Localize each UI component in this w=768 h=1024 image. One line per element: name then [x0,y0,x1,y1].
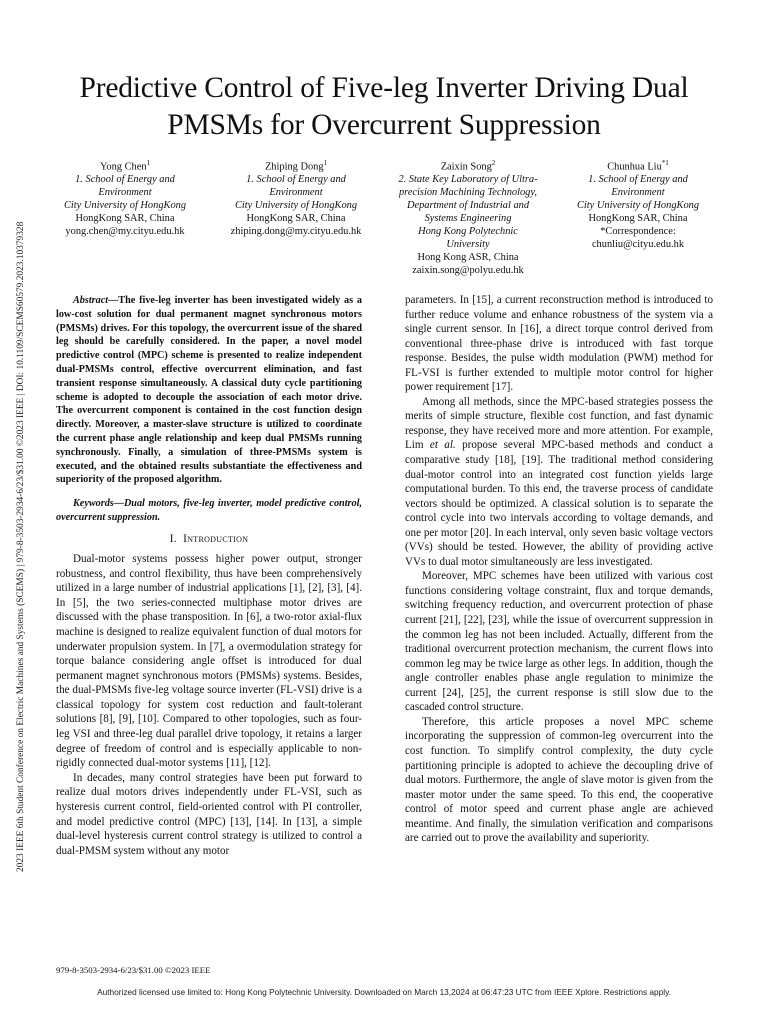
author-email: yong.chen@my.cityu.edu.hk [65,226,185,237]
right-column [405,293,713,846]
author-block [40,157,740,282]
title-line-1: Predictive Control of Five-leg Inverter Driving Dual [79,72,689,104]
keywords [56,497,362,524]
section-number: I. [169,533,177,546]
author-name: Chunhua Liu$^{*1}$ [607,159,669,173]
author-affiliation: Environment [269,187,323,199]
body-paragraph: Among all methods, since the MPC-based strategies possess the merits of simple structure, flexible cost function, and fast dynamic response, they have received more and more attention. For example, Lim et al. propose several MPC-based methods and conduct a comparative study [18], [19]. The traditional method considering dual-motor control into an integrated cost function yields large computational burden. To this end, the traverse process of candidate vectors should be optimized. A classical solution is to separate the control cycle into two intervals according to voltage demands, and one per motor [20]. In each interval, only seven basic voltage vectors (VVs) should be tested. However, the ability of providing active VVs to dual motor simultaneously are less investigated. [405,395,714,568]
body-paragraph: In decades, many control strategies have been put forward to realize dual motors drives independently under FL-VSI, such as hysteresis current control, field-oriented control with PI controller, and model predictive control (MPC) [13], [14]. In [13], a simple dual-level hysteresis current control strategy is utilized to control a dual-PMSM system without any motor [56,771,362,857]
author-institution: City University of HongKong [63,200,187,212]
author-institution: City University of HongKong [234,200,358,212]
author-email: zaixin.song@polyu.edu.hk [412,264,524,276]
author-affiliation: Environment [98,187,152,199]
author-3 [383,157,553,278]
side-doi-note [14,152,28,872]
author-institution: City University of HongKong [576,200,700,212]
section-title: Introduction [183,533,249,546]
author-correspondence: *Correspondence: [600,226,676,237]
author-2 [211,157,381,239]
author-affiliation: Department of Industrial and [406,200,530,212]
author-affiliation: Hong Kong Polytechnic [418,226,518,237]
keywords-label: Keywords [73,498,114,510]
side-doi-text: 2023 IEEE 6th Student Conference on Electric Machines and Systems (SCEMS) | 979-8-3503-2934-6/23/$31.00 ©2023 IEEE | DOI: 10.1109/SCEMS60579.2023.10379328 [16,221,26,872]
author-location: HongKong SAR, China [75,213,175,225]
author-affiliation: 2. State Key Laboratory of Ultra- [398,174,538,186]
keywords-text: —Dual motors, five-leg inverter, model predictive control, overcurrent suppression. [56,498,362,523]
author-affiliation: Systems Engineering [424,213,512,225]
author-name: Zhiping Dong$^1$ [264,159,328,173]
abstract-text: —The five-leg inverter has been investigated widely as a low-cost solution for dual permanent magnet synchronous motors (PMSMs) drives. For this topology, the overcurrent issue of the shared leg should be carefully considered. In the paper, a novel model predictive control (MPC) scheme is presented to realize independent dual-PMSMs control, effective overcurrent elimination, and fast transient response simultaneously. A classical duty cycle partitioning scheme is adopted to decouple the association of each motor drive. The overcurrent component is contained in the cost function design directly. Moreover, a master-slave structure is utilized to coordinate the current phase angle relationship and keep dual PMSMs running synchronously. Finally, a simulation of three-PMSMs system is executed, and the obtained results substantiate the effectiveness and superiority of the proposed algorithm. [56,295,362,486]
abstract [56,294,362,487]
body-paragraph: parameters. In [15], a current reconstruction method is introduced to further reduce volume and enhance robustness of the system via a single current sensor. In [16], a direct torque control derived from conventional three-phase drive is introduced with fast torque response. Besides, the pulse width modulation (PWM) method for FL-VSI is further extended to multiple motor control for higher power requirement [17]. [405,294,713,394]
paper-title [40,70,728,144]
title-line-2: PMSMs for Overcurrent Suppression [167,109,601,141]
author-affiliation: 1. School of Energy and [75,174,175,186]
author-name: Zaixin Song$^2$ [440,159,496,173]
abstract-label: Abstract [73,295,109,306]
author-affiliation: Environment [611,187,665,199]
author-email: zhiping.dong@my.cityu.edu.hk [230,226,362,237]
author-4 [553,157,723,252]
author-affiliation: 1. School of Energy and [588,174,688,186]
copyright-notice: 979-8-3503-2934-6/23/$31.00 ©2023 IEEE [56,965,211,975]
author-email: chunliu@cityu.edu.hk [591,238,685,250]
body-paragraph: Dual-motor systems possess higher power output, stronger robustness, and control flexibility, thus have been comprehensively utilized in a large number of industrial applications [1], [2], [3], [4]. In [5], the two series-connected multiphase motor drives are discussed with the phase transposition. In [6], a two-rotor axial-flux machine is designed to realize equivalent function of dual motors for underwater propulsion system. In [7], a overmodulation strategy for torque balance considering angle offset is introduced for dual permanent magnet synchronous motors (PMSMs) systems. Besides, the dual-PMSMs five-leg voltage source inverter (FL-VSI) drive is a classical topology for system cost reduction and fault-tolerant solutions [8], [9], [10]. Compared to other topologies, such as four-leg VSI and three-leg dual parallel drive topology, it retains a larger degree of freedom of control and is especially applicable to non-rigidly connected dual-motor systems [11], [12]. [56,552,362,770]
author-1 [40,157,210,239]
author-location: HongKong SAR, China [246,213,346,225]
author-affiliation: 1. School of Energy and [246,174,346,186]
body-paragraph: Moreover, MPC schemes have been utilized with various cost functions considering voltage constraint, flux and torque demands, switching frequency reduction, and overcurrent protection of phase current [21], [22], [23], while the issue of overcurrent suppression in the common leg has not been included. Actually, different from the traditional overcurrent protection mechanism, the current flows into common leg may be twice large as other legs. In addition, though the angle controller enables phase angle regulation to minimize the current [24], [25], the current response is still slow due to the cascaded control structure. [405,570,713,714]
author-location: HongKong SAR, China [588,213,688,225]
left-column [56,294,362,858]
author-name: Yong Chen$^1$ [99,159,151,173]
author-affiliation: precision Machining Technology, [398,187,538,199]
license-footer: Authorized licensed use limited to: Hong Kong Polytechnic University. Downloaded on March 13,2024 at 06:47:23 UTC from IEEE Xplore. Restrictions apply. [97,987,671,997]
section-heading-introduction [56,532,362,547]
body-paragraph: Therefore, this article proposes a novel MPC scheme incorporating the suppression of common-leg overcurrent into the cost function. To simplify control complexity, the duty cycle partitioning principle is adopted to achieve the decoupling drive of dual motors. Furthermore, the angle of slave motor is given from the master motor under the same speed. To this end, the cooperative control of motor speed and current phase angle are achieved meantime. And finally, the simulation verification and comparisons are carried out to prove the availability and superiority. [405,715,713,845]
author-location: Hong Kong ASR, China [417,251,519,263]
author-affiliation: University [446,238,490,250]
